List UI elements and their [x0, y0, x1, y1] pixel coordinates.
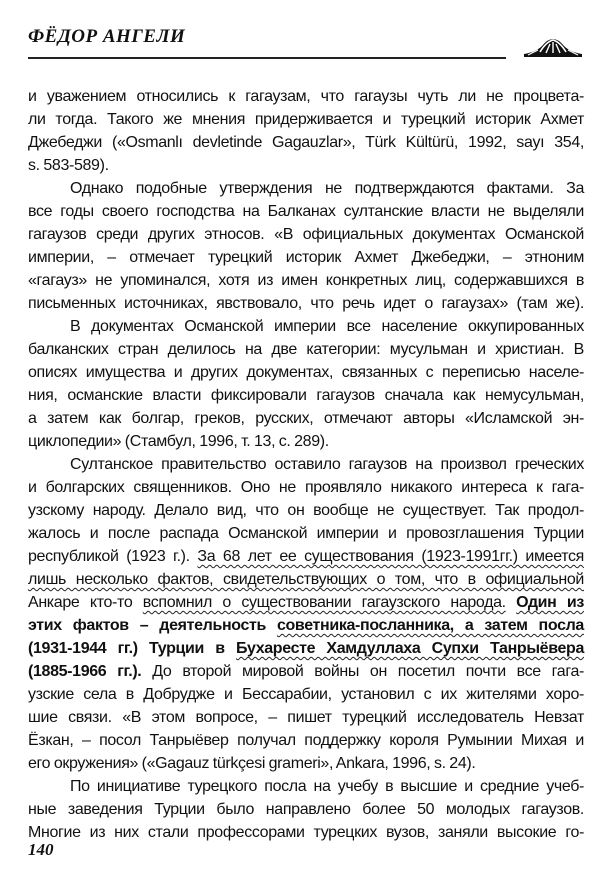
text-segment: империи, – отмечает турецкий историк Ахмет Джебеджи, – этноним: [28, 249, 584, 266]
text-segment: Однако подобные утверждения не подтверждаются фактами. За: [70, 180, 584, 197]
decorative-ornament-icon: [522, 34, 584, 58]
header-rule: [28, 57, 506, 59]
text-segment: гагаузов среди других этносов. «В официальных документах Османской: [28, 226, 584, 243]
text-segment: шие связи. «В этом вопросе, – пишет турецкий исследователь Невзат: [28, 709, 584, 726]
text-segment: [506, 594, 516, 611]
text-segment: и болгарских священников. Оно не проявляло никакого интереса к гага-: [28, 479, 584, 496]
text-line: [28, 568, 584, 591]
text-segment: Султанское правительство оставило гагаузов на произвол греческих: [70, 456, 584, 473]
text-segment: узскому народу. Делало вид, что он вообще не существует. Так продол-: [28, 502, 584, 519]
text-segment: «гагауз» не упоминался, хотя из имен конкретных лиц, содержавшихся в: [28, 272, 584, 289]
text-line: [28, 85, 584, 108]
text-line: [28, 660, 584, 683]
text-segment: жалось и после распада Османской империи и провозглашения Турции: [28, 525, 584, 542]
underlined-text: вспомнил о существовании гагаузского народа.: [142, 594, 506, 611]
text-segment: Анкаре кто-то: [28, 594, 143, 611]
text-line: [28, 292, 584, 315]
text-segment: ния, османские власти фиксировали гагаузов сначала как немусульман,: [28, 387, 584, 404]
text-segment: а затем как болгар, греков, русских, отмечают авторы «Исламской эн-: [28, 410, 584, 427]
text-segment: По инициативе турецкого посла на учебу в высшие и средние учеб-: [70, 778, 584, 795]
text-segment: все годы своего господства на Балканах султанские власти не выделяли: [28, 203, 584, 220]
text-line: [28, 200, 584, 223]
text-line: [28, 177, 584, 200]
text-line: [28, 706, 584, 729]
text-segment: Многие из них стали профессорами турецких вузов, заняли высокие го-: [28, 824, 584, 841]
text-line: [28, 361, 584, 384]
text-line: [28, 798, 584, 821]
bold-text: (1931-1944 гг.) Турции в: [28, 640, 237, 657]
text-segment: его окружения» («Gagauz türkçesi grameri», Ankara, 1996, s. 24).: [28, 755, 476, 772]
text-line: [28, 591, 584, 614]
text-line: [28, 246, 584, 269]
underlined-text: За 68 лет ее существования (1923-1991гг.) имеется: [197, 548, 584, 565]
text-line: [28, 821, 584, 844]
text-line: [28, 269, 584, 292]
underlined-text: лишь несколько фактов, свидетельствующих о том, что в официальной: [28, 571, 584, 588]
text-line: [28, 522, 584, 545]
text-segment: узские села в Добрудже и Бессарабии, установил с их жителями хоро-: [28, 686, 584, 703]
text-line: [28, 430, 584, 453]
text-segment: и уважением относились к гагаузам, что гагаузы чуть ли не процвета-: [28, 88, 584, 105]
underlined-text: советника-посланника, а затем посла: [276, 617, 584, 634]
text-segment: описях имущества и других документах, связанных с переписью населе-: [28, 364, 584, 381]
text-segment: Ёзкан, – посол Танрыёвер получал поддержку короля Румынии Михая и: [28, 732, 584, 749]
text-line: [28, 545, 584, 568]
text-line: [28, 614, 584, 637]
body-text: [28, 85, 584, 844]
text-line: [28, 315, 584, 338]
bold-text: этих фактов – деятельность: [28, 617, 277, 634]
text-line: [28, 637, 584, 660]
text-line: [28, 384, 584, 407]
text-line: [28, 752, 584, 775]
bold-text: (1885-1966 гг.).: [28, 663, 142, 680]
text-segment: До второй мировой войны он посетил почти все гага-: [141, 663, 585, 680]
text-line: [28, 453, 584, 476]
running-title: ФЁДОР АНГЕЛИ: [28, 26, 186, 47]
text-segment: Джебеджи («Osmanlı devletinde Gagauzlar», Türk Kültürü, 1992, sayı 354,: [28, 134, 584, 151]
text-line: [28, 499, 584, 522]
text-segment: письменных источниках, явствовало, что речь идет о гагаузах» (там же).: [28, 295, 584, 312]
underlined-text: Один из: [516, 594, 584, 611]
text-line: [28, 338, 584, 361]
text-segment: балканских стран делилось на две категории: мусульман и христиан. В: [28, 341, 584, 358]
text-segment: В документах Османской империи все население оккупированных: [70, 318, 584, 335]
text-line: [28, 154, 584, 177]
text-line: [28, 223, 584, 246]
text-segment: циклопедии» (Стамбул, 1996, т. 13, с. 289).: [28, 433, 329, 450]
text-segment: ные заведения Турции было направлено более 50 молодых гагаузов.: [28, 801, 584, 818]
text-segment: республикой (1923 г.).: [28, 548, 198, 565]
text-line: [28, 683, 584, 706]
text-line: [28, 729, 584, 752]
page-number: 140: [28, 840, 54, 859]
text-segment: s. 583-589).: [28, 157, 109, 174]
text-line: [28, 108, 584, 131]
text-line: [28, 407, 584, 430]
text-line: [28, 775, 584, 798]
text-line: [28, 131, 584, 154]
text-line: [28, 476, 584, 499]
underlined-text: Бухаресте Хамдуллаха Супхи Танрыёвера: [236, 640, 584, 657]
text-segment: ли тогда. Такого же мнения придерживается и турецкий историк Ахмет: [28, 111, 584, 128]
